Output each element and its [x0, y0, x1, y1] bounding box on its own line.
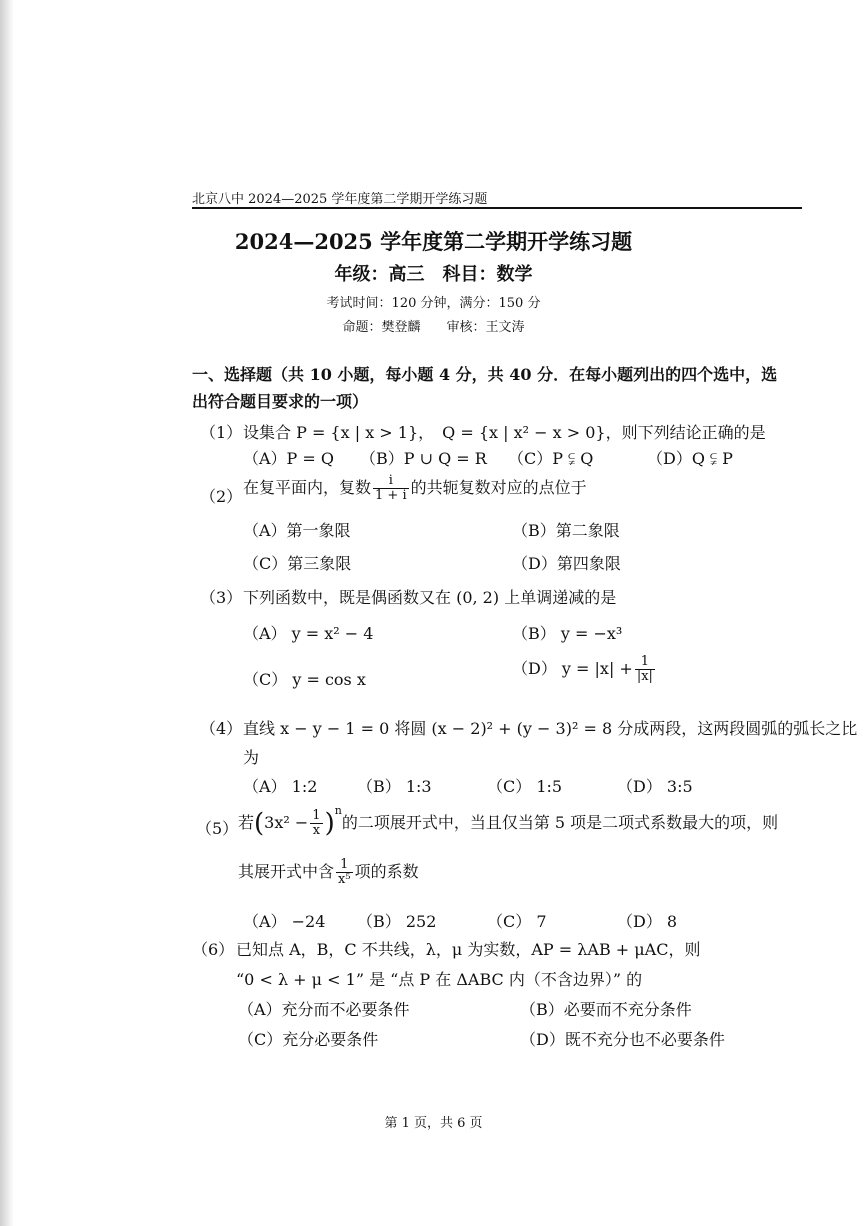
q5-binom-den: x [312, 823, 321, 838]
grade-subject: 年级：高三 科目：数学 [334, 264, 533, 285]
q5-option-b: （B） 252 [357, 912, 437, 931]
q1-option-d: （D）Q ⫋ P [647, 449, 733, 468]
q2-number: （2） [200, 487, 243, 506]
q2-stem [243, 474, 587, 503]
q4-option-d: （D） 3:5 [617, 777, 693, 796]
q3-opt-d-num: 1 [635, 655, 655, 670]
q5-line2-num: 1 [336, 858, 353, 873]
q2-frac-den: 1 + i [375, 488, 407, 503]
q3-option-b: （B） y = −x³ [512, 624, 623, 643]
q4-number: （4） [200, 719, 243, 738]
section-heading-line1: 一、选择题（共 10 小题，每小题 4 分，共 40 分．在每小题列出的四个选中，选 [192, 365, 778, 384]
q6-option-b: （B）必要而不充分条件 [520, 1000, 692, 1019]
q1-number: （1） [200, 423, 243, 442]
q6-option-c: （C）充分必要条件 [238, 1030, 379, 1049]
q5-right-paren: ) [324, 808, 335, 839]
q2-option-c: （C）第三象限 [243, 554, 352, 573]
q4-option-c: （C） 1:5 [487, 777, 563, 796]
scan-edge-shadow [0, 0, 14, 1226]
q5-stem-line2 [238, 858, 419, 887]
authors: 命题：樊登麟 审核：王文涛 [342, 320, 525, 335]
q3-option-c: （C） y = cos x [243, 670, 366, 689]
q1-option-b: （B）P ∪ Q = R [360, 449, 487, 468]
q5-option-d: （D） 8 [617, 912, 678, 931]
q1-stem: 设集合 P = {x | x > 1}， Q = {x | x² − x > 0}，则下列结论正确的是 [243, 423, 766, 442]
q5-line2-fraction [336, 858, 353, 887]
q6-stem-line1: 已知点 A，B，C 不共线，λ，μ 为实数，AP = λAB + μAC，则 [236, 940, 701, 959]
q6-option-d: （D）既不充分也不必要条件 [520, 1030, 725, 1049]
q6-option-a: （A）充分而不必要条件 [238, 1000, 410, 1019]
q2-frac-num: i [373, 474, 409, 489]
exam-info: 考试时间：120 分钟，满分：150 分 [326, 296, 541, 311]
q3-option-d [512, 655, 657, 684]
q3-option-d-pre: （D） y = |x| + [512, 659, 633, 678]
section-heading-line2: 出符合题目要求的一项） [192, 392, 369, 411]
q6-number: （6） [192, 940, 235, 959]
q5-left-paren: ( [254, 808, 265, 839]
q4-option-a: （A） 1:2 [243, 777, 318, 796]
q3-option-d-fraction [635, 655, 655, 684]
q2-stem-pre: 在复平面内，复数 [243, 478, 372, 497]
q1-option-a: （A）P = Q [243, 449, 335, 468]
q1-option-c: （C）P ⫋ Q [508, 449, 594, 468]
q3-stem: 下列函数中，既是偶函数又在 (0, 2) 上单调递减的是 [243, 588, 617, 607]
q2-option-b: （B）第二象限 [512, 521, 620, 540]
q6-stem-line2: “0 < λ + μ < 1” 是 “点 P 在 ΔABC 内（不含边界）” 的 [236, 970, 643, 989]
q5-binom-a: 3x² − [264, 813, 309, 832]
q5-binom-num: 1 [312, 808, 321, 823]
page-footer: 第 1 页，共 6 页 [384, 1116, 483, 1131]
q5-stem-post: 的二项展开式中，当且仅当第 5 项是二项式系数最大的项，则 [341, 813, 779, 832]
q5-binom-exponent: n [334, 804, 342, 817]
header-rule [192, 207, 802, 209]
q4-stem-line2: 为 [243, 748, 260, 767]
q2-fraction [373, 474, 409, 503]
q5-option-c: （C） 7 [487, 912, 547, 931]
q5-binom-fraction [310, 809, 322, 838]
q5-line2-post: 项的系数 [354, 862, 419, 881]
q3-opt-d-den: |x| [636, 669, 653, 684]
q5-option-a: （A） −24 [243, 912, 326, 931]
running-header: 北京八中 2024—2025 学年度第二学期开学练习题 [192, 192, 488, 207]
q5-line2-den: x⁵ [338, 872, 351, 887]
q3-option-a: （A） y = x² − 4 [243, 624, 374, 643]
q4-stem-line1: 直线 x − y − 1 = 0 将圆 (x − 2)² + (y − 3)² = 8 分成两段，这两段圆弧的弧长之比 [243, 719, 858, 738]
q2-stem-post: 的共轭复数对应的点位于 [410, 478, 587, 497]
q4-option-b: （B） 1:3 [357, 777, 432, 796]
q5-stem [238, 804, 778, 839]
q2-option-d: （D）第四象限 [512, 554, 621, 573]
page-title: 2024—2025 学年度第二学期开学练习题 [234, 229, 633, 254]
q5-number: （5） [196, 819, 239, 838]
q3-number: （3） [200, 588, 243, 607]
q5-line2-pre: 其展开式中含 [238, 862, 335, 881]
q2-option-a: （A）第一象限 [243, 521, 351, 540]
q5-stem-pre: 若 [238, 813, 255, 832]
